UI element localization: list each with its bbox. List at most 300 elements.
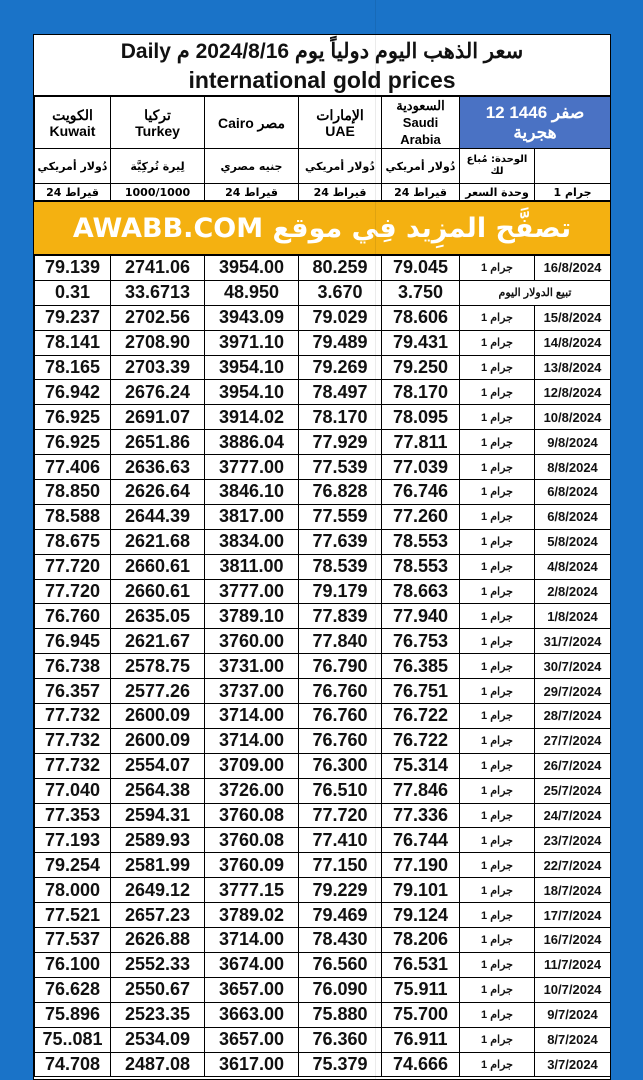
row-unit: 1 جرام	[460, 455, 535, 480]
header-turkey	[111, 97, 205, 149]
promo-banner-text[interactable]: AWABB.COM تصفَّح المزِيد فِي موقع	[72, 212, 572, 244]
price-turkey: 2636.63	[111, 455, 205, 480]
price-cairo: 3617.00	[205, 1052, 299, 1077]
table-row	[35, 704, 611, 729]
price-kuwait: 74.708	[35, 1052, 111, 1077]
row-unit: 1 جرام	[460, 330, 535, 355]
price-kuwait: 76.100	[35, 952, 111, 977]
price-turkey: 2594.31	[111, 803, 205, 828]
table-row	[35, 928, 611, 953]
unit-saudi: دُولار أمريكي	[382, 149, 460, 184]
price-saudi: 78.553	[382, 529, 460, 554]
table-row	[35, 554, 611, 579]
price-turkey: 2691.07	[111, 405, 205, 430]
row-unit: 1 جرام	[460, 1002, 535, 1027]
price-cairo: 3726.00	[205, 778, 299, 803]
price-table-body	[35, 256, 611, 1077]
price-kuwait: 76.925	[35, 430, 111, 455]
price-kuwait: 76.925	[35, 405, 111, 430]
price-unit-label: وحدة السعر	[460, 184, 535, 201]
price-cairo: 3760.00	[205, 629, 299, 654]
price-uae: 76.360	[299, 1027, 382, 1052]
karat-turkey: 1000/1000	[111, 184, 205, 201]
row-date: 9/7/2024	[535, 1002, 611, 1027]
price-turkey: 2702.56	[111, 305, 205, 330]
header-uae-label: الإمارات UAE	[316, 106, 364, 139]
price-cairo: 3789.10	[205, 604, 299, 629]
row-date: 17/7/2024	[535, 903, 611, 928]
price-saudi: 78.170	[382, 380, 460, 405]
price-cairo: 3954.00	[205, 256, 299, 281]
table-row	[35, 977, 611, 1002]
price-cairo: 3886.04	[205, 430, 299, 455]
karat-kuwait: 24 قيراط	[35, 184, 111, 201]
row-unit: 1 جرام	[460, 977, 535, 1002]
row-date: 24/7/2024	[535, 803, 611, 828]
row-unit: 1 جرام	[460, 480, 535, 505]
unit-turkey: لِيرة تُركِيَّة	[111, 149, 205, 184]
price-turkey: 2534.09	[111, 1027, 205, 1052]
price-kuwait: 75..081	[35, 1027, 111, 1052]
hijri-date-label: 12 صفر 1446 هجرية	[485, 102, 585, 142]
price-uae: 80.259	[299, 256, 382, 281]
row-unit: 1 جرام	[460, 728, 535, 753]
price-kuwait: 77.720	[35, 579, 111, 604]
dollar-rate-row	[35, 280, 611, 305]
row-date: 10/8/2024	[535, 405, 611, 430]
page-title	[34, 35, 610, 96]
table-row	[35, 778, 611, 803]
price-uae: 77.720	[299, 803, 382, 828]
price-saudi: 77.039	[382, 455, 460, 480]
title-line-2: international gold prices	[188, 67, 456, 93]
currency-unit-row	[35, 149, 611, 184]
row-unit: 1 جرام	[460, 604, 535, 629]
price-saudi: 76.385	[382, 654, 460, 679]
table-row	[35, 853, 611, 878]
price-saudi: 79.124	[382, 903, 460, 928]
row-date: 11/7/2024	[535, 952, 611, 977]
price-kuwait: 76.942	[35, 380, 111, 405]
row-date: 9/8/2024	[535, 430, 611, 455]
header-turkey-label: تركيا Turkey	[135, 106, 180, 139]
price-uae: 79.269	[299, 355, 382, 380]
row-date: 10/7/2024	[535, 977, 611, 1002]
table-row	[35, 256, 611, 281]
table-row	[35, 1052, 611, 1077]
price-cairo: 3914.02	[205, 405, 299, 430]
price-turkey: 2741.06	[111, 256, 205, 281]
price-uae: 79.029	[299, 305, 382, 330]
unit-label: الوحدة: مُباع لك	[460, 149, 535, 184]
table-row	[35, 355, 611, 380]
table-row	[35, 828, 611, 853]
price-cairo: 3714.00	[205, 928, 299, 953]
price-uae: 77.639	[299, 529, 382, 554]
table-row	[35, 579, 611, 604]
price-cairo: 3657.00	[205, 1027, 299, 1052]
table-row	[35, 803, 611, 828]
price-cairo: 3943.09	[205, 305, 299, 330]
unit-cairo: جنيه مصري	[205, 149, 299, 184]
price-uae: 76.760	[299, 704, 382, 729]
price-turkey: 2635.05	[111, 604, 205, 629]
row-date: 23/7/2024	[535, 828, 611, 853]
row-unit: 1 جرام	[460, 928, 535, 953]
row-unit: 1 جرام	[460, 529, 535, 554]
price-uae: 79.489	[299, 330, 382, 355]
table-row	[35, 380, 611, 405]
price-table	[34, 255, 611, 1077]
table-row	[35, 728, 611, 753]
price-uae: 75.379	[299, 1052, 382, 1077]
row-date: 25/7/2024	[535, 778, 611, 803]
price-uae: 78.170	[299, 405, 382, 430]
price-saudi: 76.744	[382, 828, 460, 853]
gold-price-sheet	[33, 34, 611, 1080]
table-row	[35, 455, 611, 480]
row-unit: 1 جرام	[460, 579, 535, 604]
header-cairo	[205, 97, 299, 149]
table-row	[35, 480, 611, 505]
price-turkey: 2626.88	[111, 928, 205, 953]
price-cairo: 3789.02	[205, 903, 299, 928]
table-row	[35, 1002, 611, 1027]
price-kuwait: 76.628	[35, 977, 111, 1002]
row-date: 29/7/2024	[535, 679, 611, 704]
row-unit: 1 جرام	[460, 778, 535, 803]
price-saudi: 76.751	[382, 679, 460, 704]
price-cairo: 3657.00	[205, 977, 299, 1002]
row-date: 28/7/2024	[535, 704, 611, 729]
price-saudi: 79.250	[382, 355, 460, 380]
price-uae: 76.510	[299, 778, 382, 803]
table-row	[35, 753, 611, 778]
price-uae: 76.560	[299, 952, 382, 977]
price-turkey: 2577.26	[111, 679, 205, 704]
price-kuwait: 79.254	[35, 853, 111, 878]
row-date: 22/7/2024	[535, 853, 611, 878]
price-uae: 76.760	[299, 728, 382, 753]
price-saudi: 76.753	[382, 629, 460, 654]
price-kuwait: 78.588	[35, 504, 111, 529]
price-saudi: 76.746	[382, 480, 460, 505]
price-turkey: 2649.12	[111, 878, 205, 903]
price-turkey: 2621.68	[111, 529, 205, 554]
price-turkey: 2660.61	[111, 579, 205, 604]
price-kuwait: 76.357	[35, 679, 111, 704]
price-kuwait: 77.720	[35, 554, 111, 579]
header-kuwait	[35, 97, 111, 149]
dollar-saudi: 3.750	[382, 280, 460, 305]
price-uae: 79.179	[299, 579, 382, 604]
price-cairo: 3817.00	[205, 504, 299, 529]
price-uae: 76.828	[299, 480, 382, 505]
header-kuwait-label: الكويت Kuwait	[49, 106, 96, 139]
table-row	[35, 679, 611, 704]
price-turkey: 2660.61	[111, 554, 205, 579]
price-saudi: 75.700	[382, 1002, 460, 1027]
row-date: 6/8/2024	[535, 504, 611, 529]
price-kuwait: 78.000	[35, 878, 111, 903]
price-cairo: 3731.00	[205, 654, 299, 679]
price-uae: 76.300	[299, 753, 382, 778]
price-uae: 77.150	[299, 853, 382, 878]
dollar-turkey: 33.6713	[111, 280, 205, 305]
table-row	[35, 1027, 611, 1052]
row-date: 31/7/2024	[535, 629, 611, 654]
price-saudi: 79.101	[382, 878, 460, 903]
price-kuwait: 76.738	[35, 654, 111, 679]
row-date: 8/7/2024	[535, 1027, 611, 1052]
table-row	[35, 405, 611, 430]
price-turkey: 2554.07	[111, 753, 205, 778]
price-turkey: 2703.39	[111, 355, 205, 380]
price-saudi: 77.260	[382, 504, 460, 529]
row-unit: 1 جرام	[460, 1052, 535, 1077]
price-uae: 76.090	[299, 977, 382, 1002]
unit-kuwait: دُولار أمريكي	[35, 149, 111, 184]
price-uae: 78.497	[299, 380, 382, 405]
price-uae: 77.539	[299, 455, 382, 480]
row-date: 3/7/2024	[535, 1052, 611, 1077]
price-uae: 77.929	[299, 430, 382, 455]
price-saudi: 77.190	[382, 853, 460, 878]
table-row	[35, 330, 611, 355]
price-uae: 77.839	[299, 604, 382, 629]
price-saudi: 79.045	[382, 256, 460, 281]
dollar-note: تبيع الدولار اليوم	[460, 280, 611, 305]
row-date: 4/8/2024	[535, 554, 611, 579]
row-date: 27/7/2024	[535, 728, 611, 753]
row-date: 2/8/2024	[535, 579, 611, 604]
row-unit: 1 جرام	[460, 803, 535, 828]
price-kuwait: 77.732	[35, 704, 111, 729]
price-kuwait: 75.896	[35, 1002, 111, 1027]
gram-label: 1 جرام	[535, 184, 611, 201]
row-unit: 1 جرام	[460, 828, 535, 853]
price-saudi: 76.722	[382, 704, 460, 729]
row-unit: 1 جرام	[460, 430, 535, 455]
table-row	[35, 529, 611, 554]
price-turkey: 2581.99	[111, 853, 205, 878]
dollar-kuwait: 0.31	[35, 280, 111, 305]
row-unit: 1 جرام	[460, 903, 535, 928]
price-uae: 77.410	[299, 828, 382, 853]
price-table-header	[34, 96, 611, 201]
price-turkey: 2676.24	[111, 380, 205, 405]
header-uae	[299, 97, 382, 149]
title-line-1: سعر الذهب اليوم دولياً يوم 2024/8/16 م Daily	[120, 40, 524, 63]
price-uae: 79.469	[299, 903, 382, 928]
row-unit: 1 جرام	[460, 380, 535, 405]
price-cairo: 3714.00	[205, 704, 299, 729]
price-turkey: 2644.39	[111, 504, 205, 529]
row-unit: 1 جرام	[460, 256, 535, 281]
price-saudi: 77.846	[382, 778, 460, 803]
price-kuwait: 77.353	[35, 803, 111, 828]
dollar-uae: 3.670	[299, 280, 382, 305]
table-row	[35, 305, 611, 330]
price-turkey: 2487.08	[111, 1052, 205, 1077]
price-kuwait: 77.521	[35, 903, 111, 928]
price-turkey: 2550.67	[111, 977, 205, 1002]
dollar-cairo: 48.950	[205, 280, 299, 305]
header-saudi	[382, 97, 460, 149]
price-kuwait: 79.139	[35, 256, 111, 281]
row-unit: 1 جرام	[460, 504, 535, 529]
price-saudi: 78.606	[382, 305, 460, 330]
price-cairo: 3760.08	[205, 803, 299, 828]
header-saudi-label: السعودية Saudi Arabia	[396, 98, 445, 147]
price-kuwait: 77.732	[35, 728, 111, 753]
price-uae: 78.539	[299, 554, 382, 579]
price-saudi: 76.531	[382, 952, 460, 977]
price-kuwait: 79.237	[35, 305, 111, 330]
price-cairo: 3811.00	[205, 554, 299, 579]
price-kuwait: 78.141	[35, 330, 111, 355]
row-unit: 1 جرام	[460, 629, 535, 654]
price-saudi: 79.431	[382, 330, 460, 355]
hijri-date	[460, 97, 611, 149]
price-cairo: 3834.00	[205, 529, 299, 554]
price-cairo: 3760.09	[205, 853, 299, 878]
price-uae: 78.430	[299, 928, 382, 953]
price-kuwait: 77.537	[35, 928, 111, 953]
row-unit: 1 جرام	[460, 753, 535, 778]
price-turkey: 2600.09	[111, 704, 205, 729]
row-unit: 1 جرام	[460, 405, 535, 430]
price-turkey: 2600.09	[111, 728, 205, 753]
table-row	[35, 654, 611, 679]
table-row	[35, 604, 611, 629]
karat-saudi: 24 قيراط	[382, 184, 460, 201]
price-kuwait: 76.760	[35, 604, 111, 629]
price-turkey: 2578.75	[111, 654, 205, 679]
unit-uae: دُولار أمريكي	[299, 149, 382, 184]
price-kuwait: 78.165	[35, 355, 111, 380]
price-uae: 77.559	[299, 504, 382, 529]
row-date: 14/8/2024	[535, 330, 611, 355]
price-turkey: 2621.67	[111, 629, 205, 654]
row-unit: 1 جرام	[460, 679, 535, 704]
row-unit: 1 جرام	[460, 355, 535, 380]
header-cairo-label: Cairo مصر	[217, 114, 286, 131]
row-date: 13/8/2024	[535, 355, 611, 380]
price-saudi: 78.095	[382, 405, 460, 430]
row-date: 16/7/2024	[535, 928, 611, 953]
price-saudi: 77.811	[382, 430, 460, 455]
row-date: 1/8/2024	[535, 604, 611, 629]
price-cairo: 3737.00	[205, 679, 299, 704]
row-unit: 1 جرام	[460, 1027, 535, 1052]
price-saudi: 74.666	[382, 1052, 460, 1077]
price-cairo: 3709.00	[205, 753, 299, 778]
price-saudi: 78.553	[382, 554, 460, 579]
table-row	[35, 629, 611, 654]
row-date: 6/8/2024	[535, 480, 611, 505]
price-cairo: 3760.08	[205, 828, 299, 853]
price-cairo: 3954.10	[205, 380, 299, 405]
price-turkey: 2657.23	[111, 903, 205, 928]
row-unit: 1 جرام	[460, 704, 535, 729]
table-row	[35, 952, 611, 977]
promo-banner[interactable]	[34, 201, 610, 255]
price-cairo: 3777.00	[205, 579, 299, 604]
row-date: 26/7/2024	[535, 753, 611, 778]
price-cairo: 3714.00	[205, 728, 299, 753]
price-turkey: 2564.38	[111, 778, 205, 803]
karat-cairo: 24 قيراط	[205, 184, 299, 201]
price-kuwait: 77.732	[35, 753, 111, 778]
row-date: 8/8/2024	[535, 455, 611, 480]
row-unit: 1 جرام	[460, 952, 535, 977]
price-kuwait: 76.945	[35, 629, 111, 654]
row-unit: 1 جرام	[460, 878, 535, 903]
price-kuwait: 77.406	[35, 455, 111, 480]
price-turkey: 2626.64	[111, 480, 205, 505]
price-kuwait: 77.193	[35, 828, 111, 853]
price-saudi: 77.940	[382, 604, 460, 629]
price-turkey: 2708.90	[111, 330, 205, 355]
price-cairo: 3954.10	[205, 355, 299, 380]
price-saudi: 76.722	[382, 728, 460, 753]
price-cairo: 3777.00	[205, 455, 299, 480]
price-kuwait: 78.850	[35, 480, 111, 505]
price-cairo: 3777.15	[205, 878, 299, 903]
price-cairo: 3663.00	[205, 1002, 299, 1027]
price-turkey: 2552.33	[111, 952, 205, 977]
price-uae: 76.790	[299, 654, 382, 679]
row-date: 16/8/2024	[535, 256, 611, 281]
karat-uae: 24 قيراط	[299, 184, 382, 201]
price-saudi: 76.911	[382, 1027, 460, 1052]
row-date: 5/8/2024	[535, 529, 611, 554]
price-turkey: 2589.93	[111, 828, 205, 853]
price-saudi: 78.663	[382, 579, 460, 604]
price-saudi: 77.336	[382, 803, 460, 828]
price-turkey: 2523.35	[111, 1002, 205, 1027]
row-unit: 1 جرام	[460, 305, 535, 330]
row-unit: 1 جرام	[460, 853, 535, 878]
price-turkey: 2651.86	[111, 430, 205, 455]
price-cairo: 3971.10	[205, 330, 299, 355]
table-row	[35, 903, 611, 928]
price-cairo: 3674.00	[205, 952, 299, 977]
row-unit: 1 جرام	[460, 554, 535, 579]
price-saudi: 75.911	[382, 977, 460, 1002]
karat-row	[35, 184, 611, 201]
table-row	[35, 430, 611, 455]
row-date: 12/8/2024	[535, 380, 611, 405]
price-uae: 77.840	[299, 629, 382, 654]
row-date: 15/8/2024	[535, 305, 611, 330]
row-unit: 1 جرام	[460, 654, 535, 679]
price-kuwait: 78.675	[35, 529, 111, 554]
price-uae: 75.880	[299, 1002, 382, 1027]
country-header-row	[35, 97, 611, 149]
table-row	[35, 878, 611, 903]
table-row	[35, 504, 611, 529]
unit-blank	[535, 149, 611, 184]
price-cairo: 3846.10	[205, 480, 299, 505]
price-uae: 79.229	[299, 878, 382, 903]
price-saudi: 78.206	[382, 928, 460, 953]
price-kuwait: 77.040	[35, 778, 111, 803]
row-date: 30/7/2024	[535, 654, 611, 679]
price-saudi: 75.314	[382, 753, 460, 778]
row-date: 18/7/2024	[535, 878, 611, 903]
